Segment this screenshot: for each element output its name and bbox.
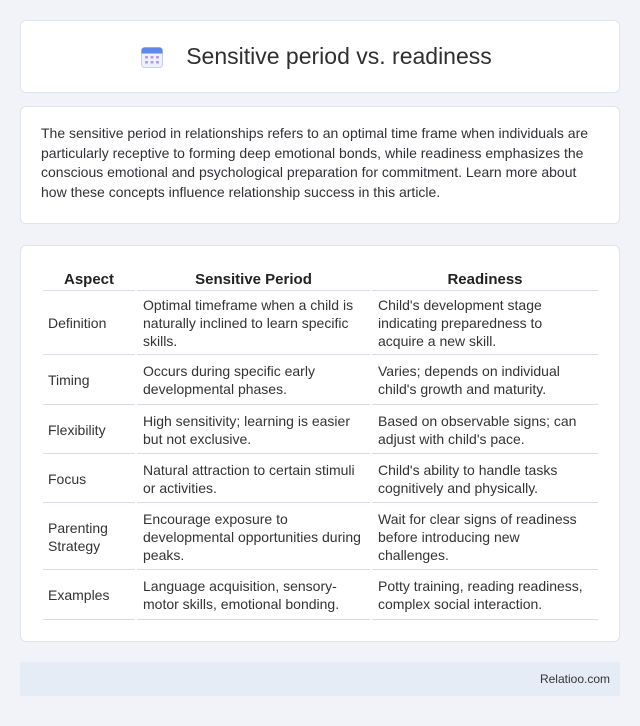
- row-aspect: Definition: [43, 291, 135, 355]
- table-row: [43, 503, 598, 570]
- footer: [20, 662, 620, 696]
- column-header-aspect: Aspect: [43, 266, 135, 291]
- row-readiness: Varies; depends on individual child's growth and maturity.: [372, 355, 598, 405]
- row-readiness: Child's ability to handle tasks cognitively and physically.: [372, 454, 598, 503]
- footer-site-link[interactable]: Relatioo.com: [539, 672, 610, 686]
- table-header-row: [43, 266, 598, 291]
- column-header-readiness: Readiness: [372, 266, 598, 291]
- row-sensitive-period: Occurs during specific early developmental phases.: [137, 355, 370, 405]
- table-row: [43, 291, 598, 355]
- table-row: [43, 570, 598, 620]
- row-aspect: Timing: [43, 355, 135, 405]
- row-aspect: Examples: [43, 570, 135, 620]
- row-aspect: Focus: [43, 454, 135, 503]
- row-sensitive-period: High sensitivity; learning is easier but not exclusive.: [137, 405, 370, 454]
- row-aspect: Flexibility: [43, 405, 135, 454]
- row-sensitive-period: Optimal timeframe when a child is naturally inclined to learn specific skills.: [137, 291, 370, 355]
- row-readiness: Wait for clear signs of readiness before introducing new challenges.: [372, 503, 598, 570]
- calendar-icon: [140, 45, 164, 69]
- row-readiness: Potty training, reading readiness, complex social interaction.: [372, 570, 598, 620]
- row-aspect: Parenting Strategy: [43, 503, 135, 570]
- row-sensitive-period: Encourage exposure to developmental opportunities during peaks.: [137, 503, 370, 570]
- table-row: [43, 355, 598, 405]
- table-row: [43, 405, 598, 454]
- column-header-sensitive-period: Sensitive Period: [137, 266, 370, 291]
- intro-card: [20, 106, 620, 224]
- comparison-card: [20, 245, 620, 642]
- row-readiness: Child's development stage indicating preparedness to acquire a new skill.: [372, 291, 598, 355]
- title-card: [20, 20, 620, 93]
- row-sensitive-period: Language acquisition, sensory-motor skills, emotional bonding.: [137, 570, 370, 620]
- row-readiness: Based on observable signs; can adjust with child's pace.: [372, 405, 598, 454]
- page-title: Sensitive period vs. readiness: [186, 43, 492, 69]
- comparison-table: [41, 266, 600, 620]
- table-row: [43, 454, 598, 503]
- row-sensitive-period: Natural attraction to certain stimuli or activities.: [137, 454, 370, 503]
- intro-text: The sensitive period in relationships refers to an optimal time frame when individuals are particularly receptive to forming deep emotional bonds, while readiness emphasizes the conscious emotional and psychological preparation for commitment. Learn more about how these concepts influence relationship success in this article.: [41, 125, 589, 200]
